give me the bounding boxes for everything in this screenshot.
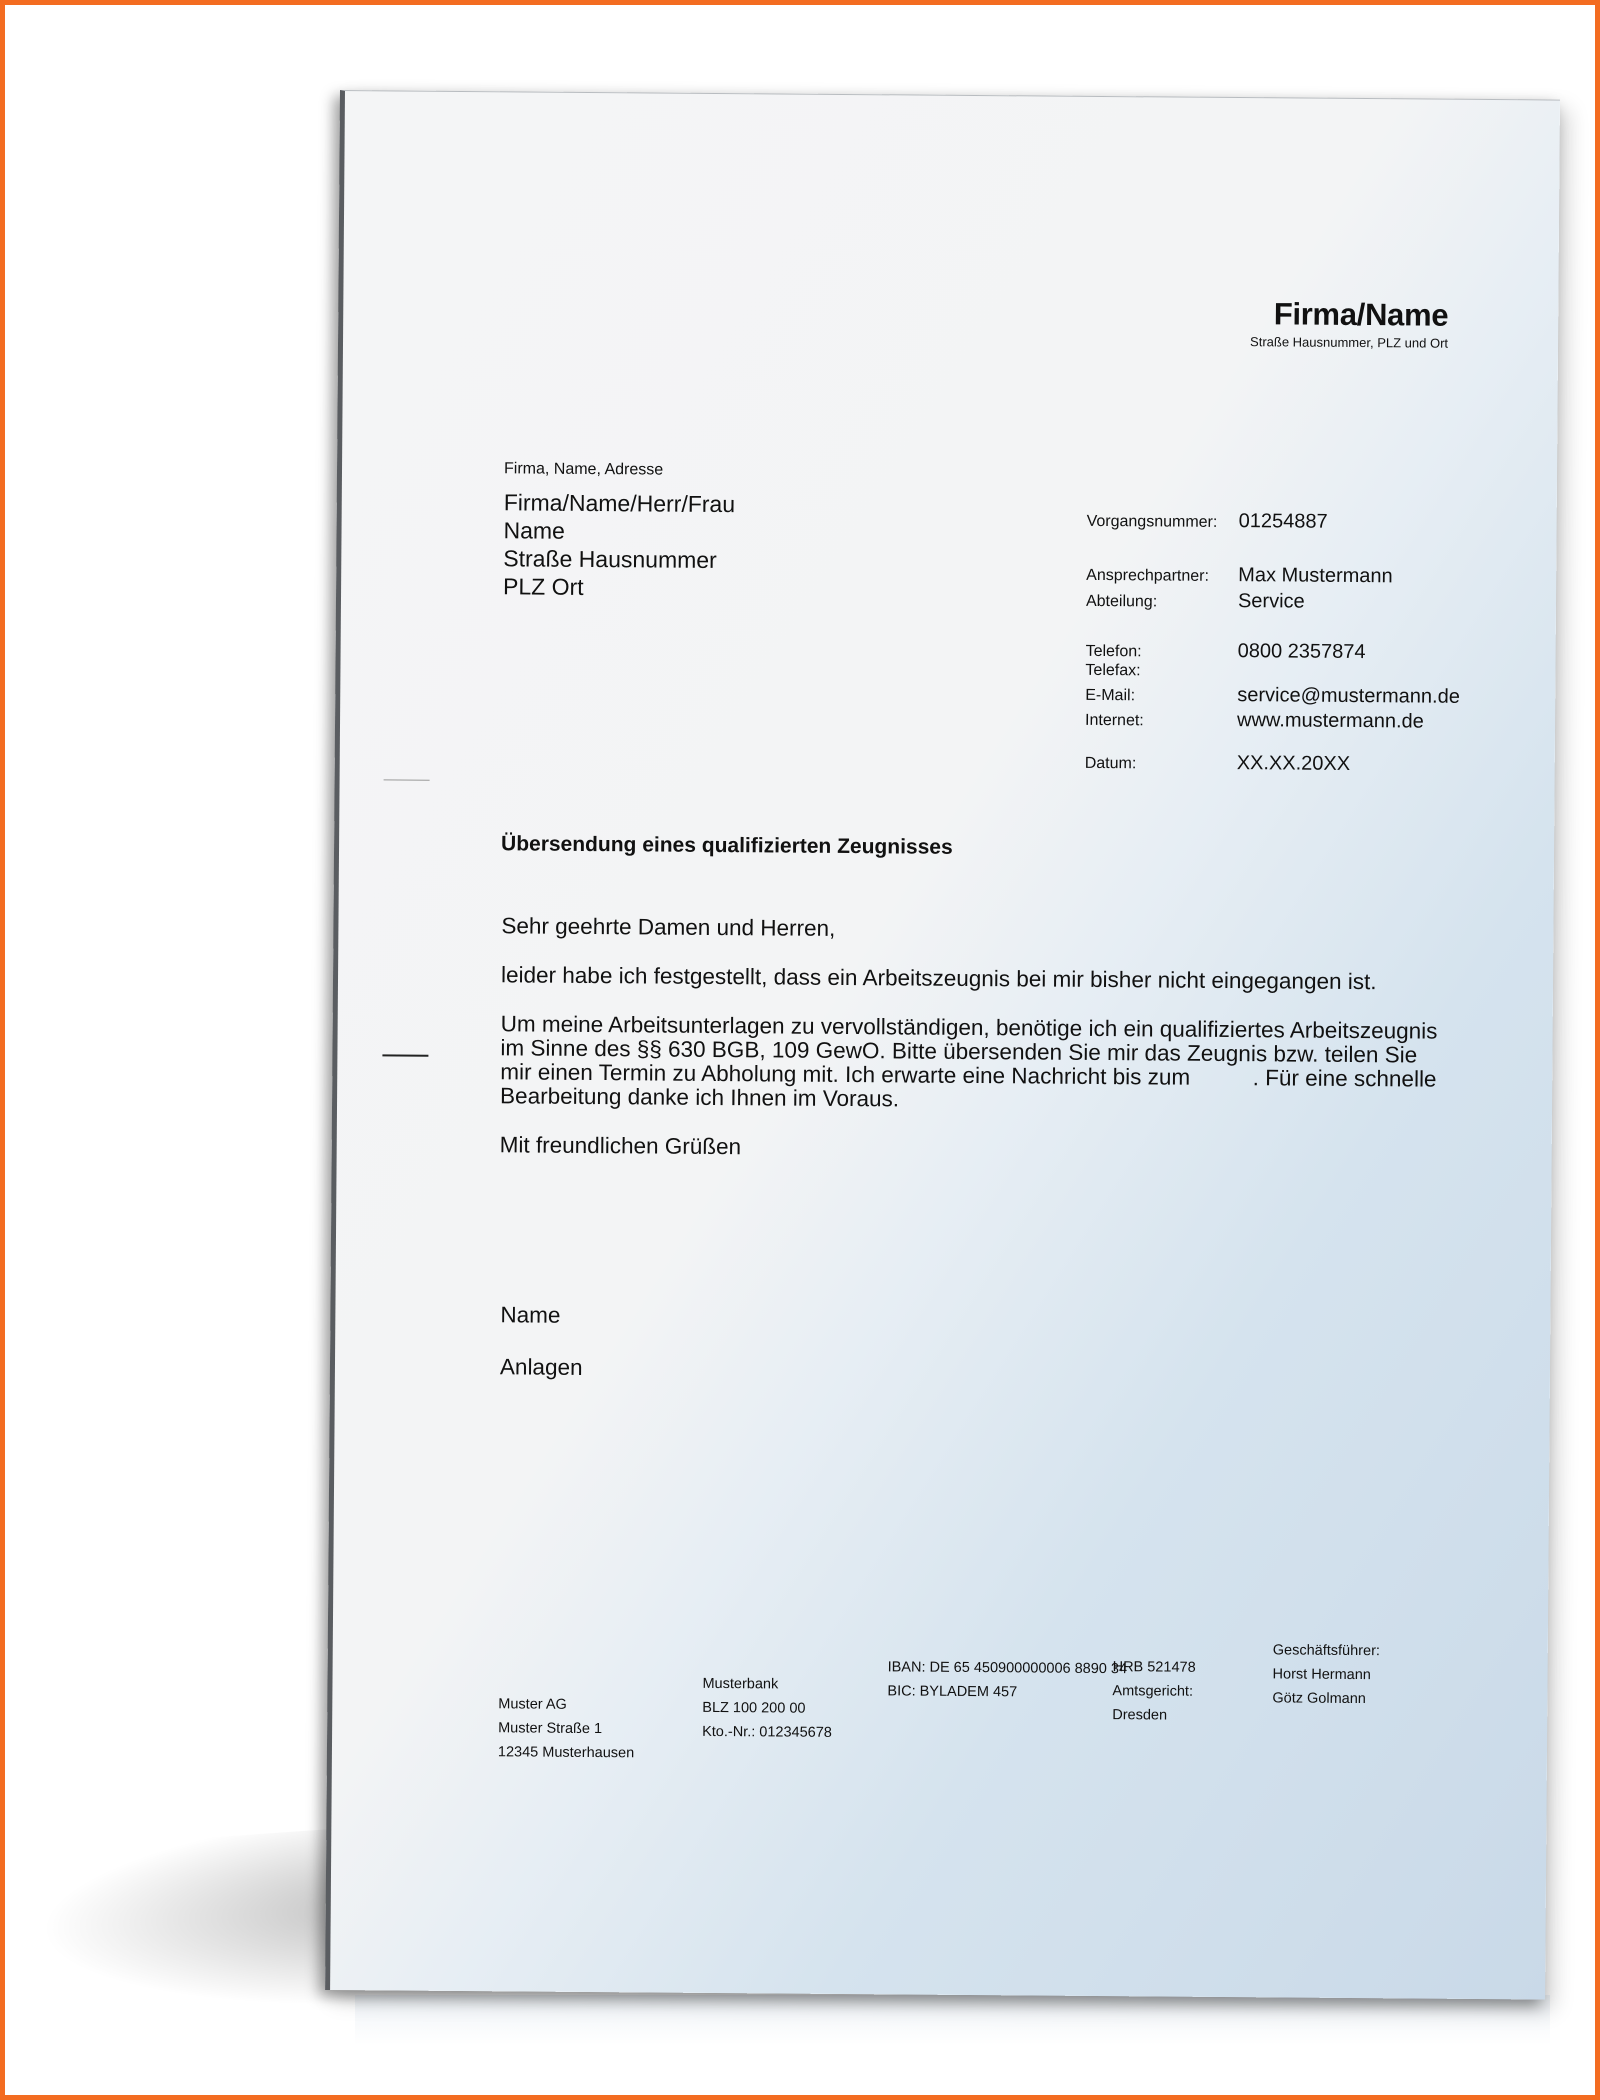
info-value: Max Mustermann [1238,564,1393,588]
attachments-label: Anlagen [499,1354,583,1380]
footer-line: IBAN: DE 65 450900000006 8890 34 [887,1659,1128,1678]
letter-sheet [325,90,1560,2000]
letter-body [500,914,1462,1165]
info-row-vorgangsnummer [1087,509,1328,534]
info-label: Telefon: [1085,642,1142,661]
footer-company [498,1692,635,1765]
salutation: Sehr geehrte Damen und Herren, [501,913,836,941]
letter-subject: Übersendung eines qualifizierten Zeugnisses [500,832,953,859]
footer-line: Geschäftsführer: [1272,1642,1381,1660]
info-row-datum [1085,751,1351,776]
footer-iban [887,1655,1127,1705]
punch-mark [382,1054,428,1056]
footer-line: Musterbank [702,1675,779,1693]
recipient-address [503,488,735,602]
info-row-internet [1085,708,1424,734]
info-value: XX.XX.20XX [1236,752,1351,775]
info-label: Abteilung: [1085,592,1158,611]
footer-register [1112,1655,1196,1728]
info-row-ansprechpartner [1086,563,1393,588]
footer-bank [702,1672,832,1745]
document-preview [340,90,1560,1990]
sender-return-line: Firma, Name, Adresse [503,460,664,479]
info-row-abteilung [1086,589,1305,614]
info-label: Internet: [1085,711,1144,730]
info-value: 0800 2357874 [1237,640,1366,664]
info-label: Datum: [1084,754,1137,773]
info-label: E-Mail: [1085,686,1136,705]
info-row-telefax [1085,662,1237,681]
info-value: Service [1237,590,1305,613]
footer-line: Dresden [1112,1707,1168,1724]
footer-management [1272,1638,1380,1711]
body-line: im Sinne des §§ 630 BGB, 109 GewO. Bitte übersenden Sie mir das Zeugnis bzw. teilen Sie [500,1035,1418,1068]
info-label: Ansprechpartner: [1086,566,1210,585]
info-label: Telefax: [1085,661,1141,680]
recipient-line: Firma/Name/Herr/Frau [503,489,736,518]
footer-line: BLZ 100 200 00 [702,1699,806,1717]
footer-line: HRB 521478 [1112,1659,1196,1676]
signature-name: Name [500,1302,561,1328]
info-row-email [1085,683,1460,709]
footer-line: Götz Golmann [1272,1690,1366,1708]
footer-line: Kto.-Nr.: 012345678 [702,1723,832,1741]
fold-mark [384,779,430,780]
recipient-line: Name [503,517,566,544]
body-line: Bearbeitung danke ich Ihnen im Voraus. [500,1083,900,1112]
letterhead-firm-name: Firma/Name [1273,296,1449,333]
footer-line: BIC: BYLADEM 457 [887,1683,1018,1701]
body-line: Um meine Arbeitsunterlagen zu vervollständigen, benötige ich ein qualifiziertes Arbeitszeugnis [500,1011,1438,1044]
footer-line: Muster Straße 1 [498,1720,603,1738]
info-label: Vorgangsnummer: [1086,512,1218,531]
recipient-line: Straße Hausnummer [503,545,717,573]
info-value: www.mustermann.de [1236,709,1424,733]
recipient-line: PLZ Ort [503,573,584,600]
info-value: 01254887 [1238,510,1328,533]
footer-line: 12345 Musterhausen [497,1744,635,1762]
letterhead-firm-address: Straße Hausnummer, PLZ und Ort [1250,334,1449,351]
footer-line: Muster AG [498,1696,567,1713]
info-row-telefon [1086,639,1366,664]
body-paragraph [500,1012,1461,1116]
footer-line: Horst Hermann [1272,1666,1371,1684]
info-value: service@mustermann.de [1237,684,1460,708]
page-reflection [355,1995,1550,2045]
body-line: mir einen Termin zu Abholung mit. Ich erwarte eine Nachricht bis zum . Für eine schnelle [500,1059,1437,1092]
body-paragraph: leider habe ich festgestellt, dass ein Arbeitszeugnis bei mir bisher nicht eingegangen ist. [500,962,1377,995]
footer-line: Amtsgericht: [1112,1683,1194,1700]
closing: Mit freundlichen Grüßen [499,1132,742,1160]
